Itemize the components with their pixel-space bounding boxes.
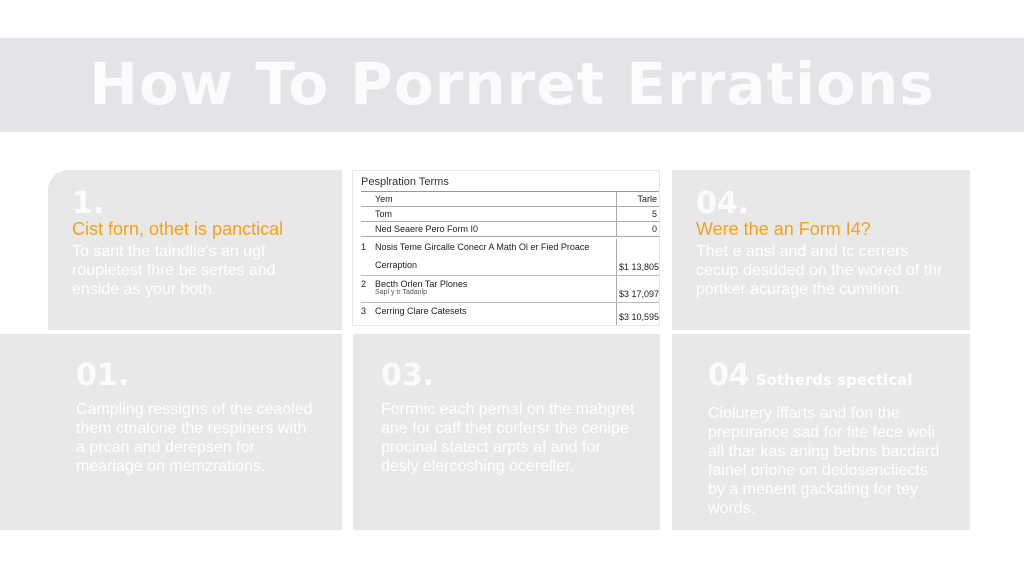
page-title: How To Pornret Errations: [89, 50, 935, 118]
card-number: 04.: [696, 186, 750, 221]
table-cell: Yem: [375, 194, 393, 204]
item-note: Sapl y tr Tadanlp: [375, 289, 428, 296]
card-step-1: [48, 170, 342, 330]
item-index: 1: [361, 242, 367, 252]
table-item: [361, 239, 659, 276]
table-item: [361, 276, 659, 303]
terms-table: [352, 170, 660, 326]
card-step-04-bottom: [672, 334, 970, 530]
item-amount: $3 17,097: [616, 276, 659, 302]
item-description: [375, 276, 616, 302]
item-amount: $3 10,595: [616, 303, 659, 325]
card-number: 03.: [381, 358, 435, 393]
table-item: [361, 303, 659, 325]
card-number: 1.: [72, 186, 105, 221]
card-number: 01.: [76, 358, 130, 393]
item-description: Cerring Clare Catesets: [375, 306, 467, 316]
card-subheading: Sotherds spectical: [755, 371, 913, 389]
card-step-01: [0, 334, 342, 530]
item-desc-line: Becth Orlen Tar Plones: [375, 279, 468, 289]
item-desc-line: Cerraption: [375, 260, 418, 270]
card-body: To sant the taindlie's an ugf roupletest fhre be sertes and enside as your both.: [72, 243, 276, 298]
card-heading: Were the an Form I4?: [696, 219, 871, 239]
table-row: [361, 222, 659, 237]
item-index: 2: [361, 279, 367, 289]
table-cell: Ned Seaere Pero Form I0: [375, 224, 479, 234]
card-step-03: [353, 334, 660, 530]
card-heading: Cist forn, othet is panctical: [72, 219, 284, 239]
item-description: [375, 239, 616, 275]
card-number: 04: [708, 358, 750, 393]
table-cell: 5: [616, 207, 659, 221]
table-header-grid: [361, 191, 659, 237]
table-cell: 0: [616, 222, 659, 236]
table-cell: Tarle: [616, 192, 659, 206]
card-number-row: [708, 358, 946, 398]
card-body: Thet e ansl and and tc cerrers cecup desdded on the wored of thr portker acurage the cumition.: [696, 243, 943, 298]
table-title: Pesplration Terms: [361, 176, 449, 188]
card-body: Ciolurery iffarts and fon the prepurance sad for fite fece woli all thar kas aning bebns bacdard fainel orione on dedosencliects by a menent gackating for tey words.: [708, 405, 940, 517]
item-index: 3: [361, 306, 367, 316]
table-row: [361, 192, 659, 207]
table-items: [361, 239, 659, 325]
card-step-04-top: [672, 170, 970, 330]
table-cell: Tom: [375, 209, 393, 219]
card-body: Campling ressigns of the ceaoled them ctnalone the respiners with a prcan and derepsen for meariage on memzrations.: [76, 401, 313, 475]
item-desc-line: Nosis Teme Gircalle Conecr A Math Ol er Fied Proace: [375, 242, 590, 252]
card-body: Forrmic each pemal on the mabgret ane for caff thet corfersr the cenipe procinal statect arpts af and for desly elercoshing ocereller.: [381, 401, 635, 475]
table-row: [361, 207, 659, 222]
item-amount: $1 13,805: [616, 239, 659, 275]
